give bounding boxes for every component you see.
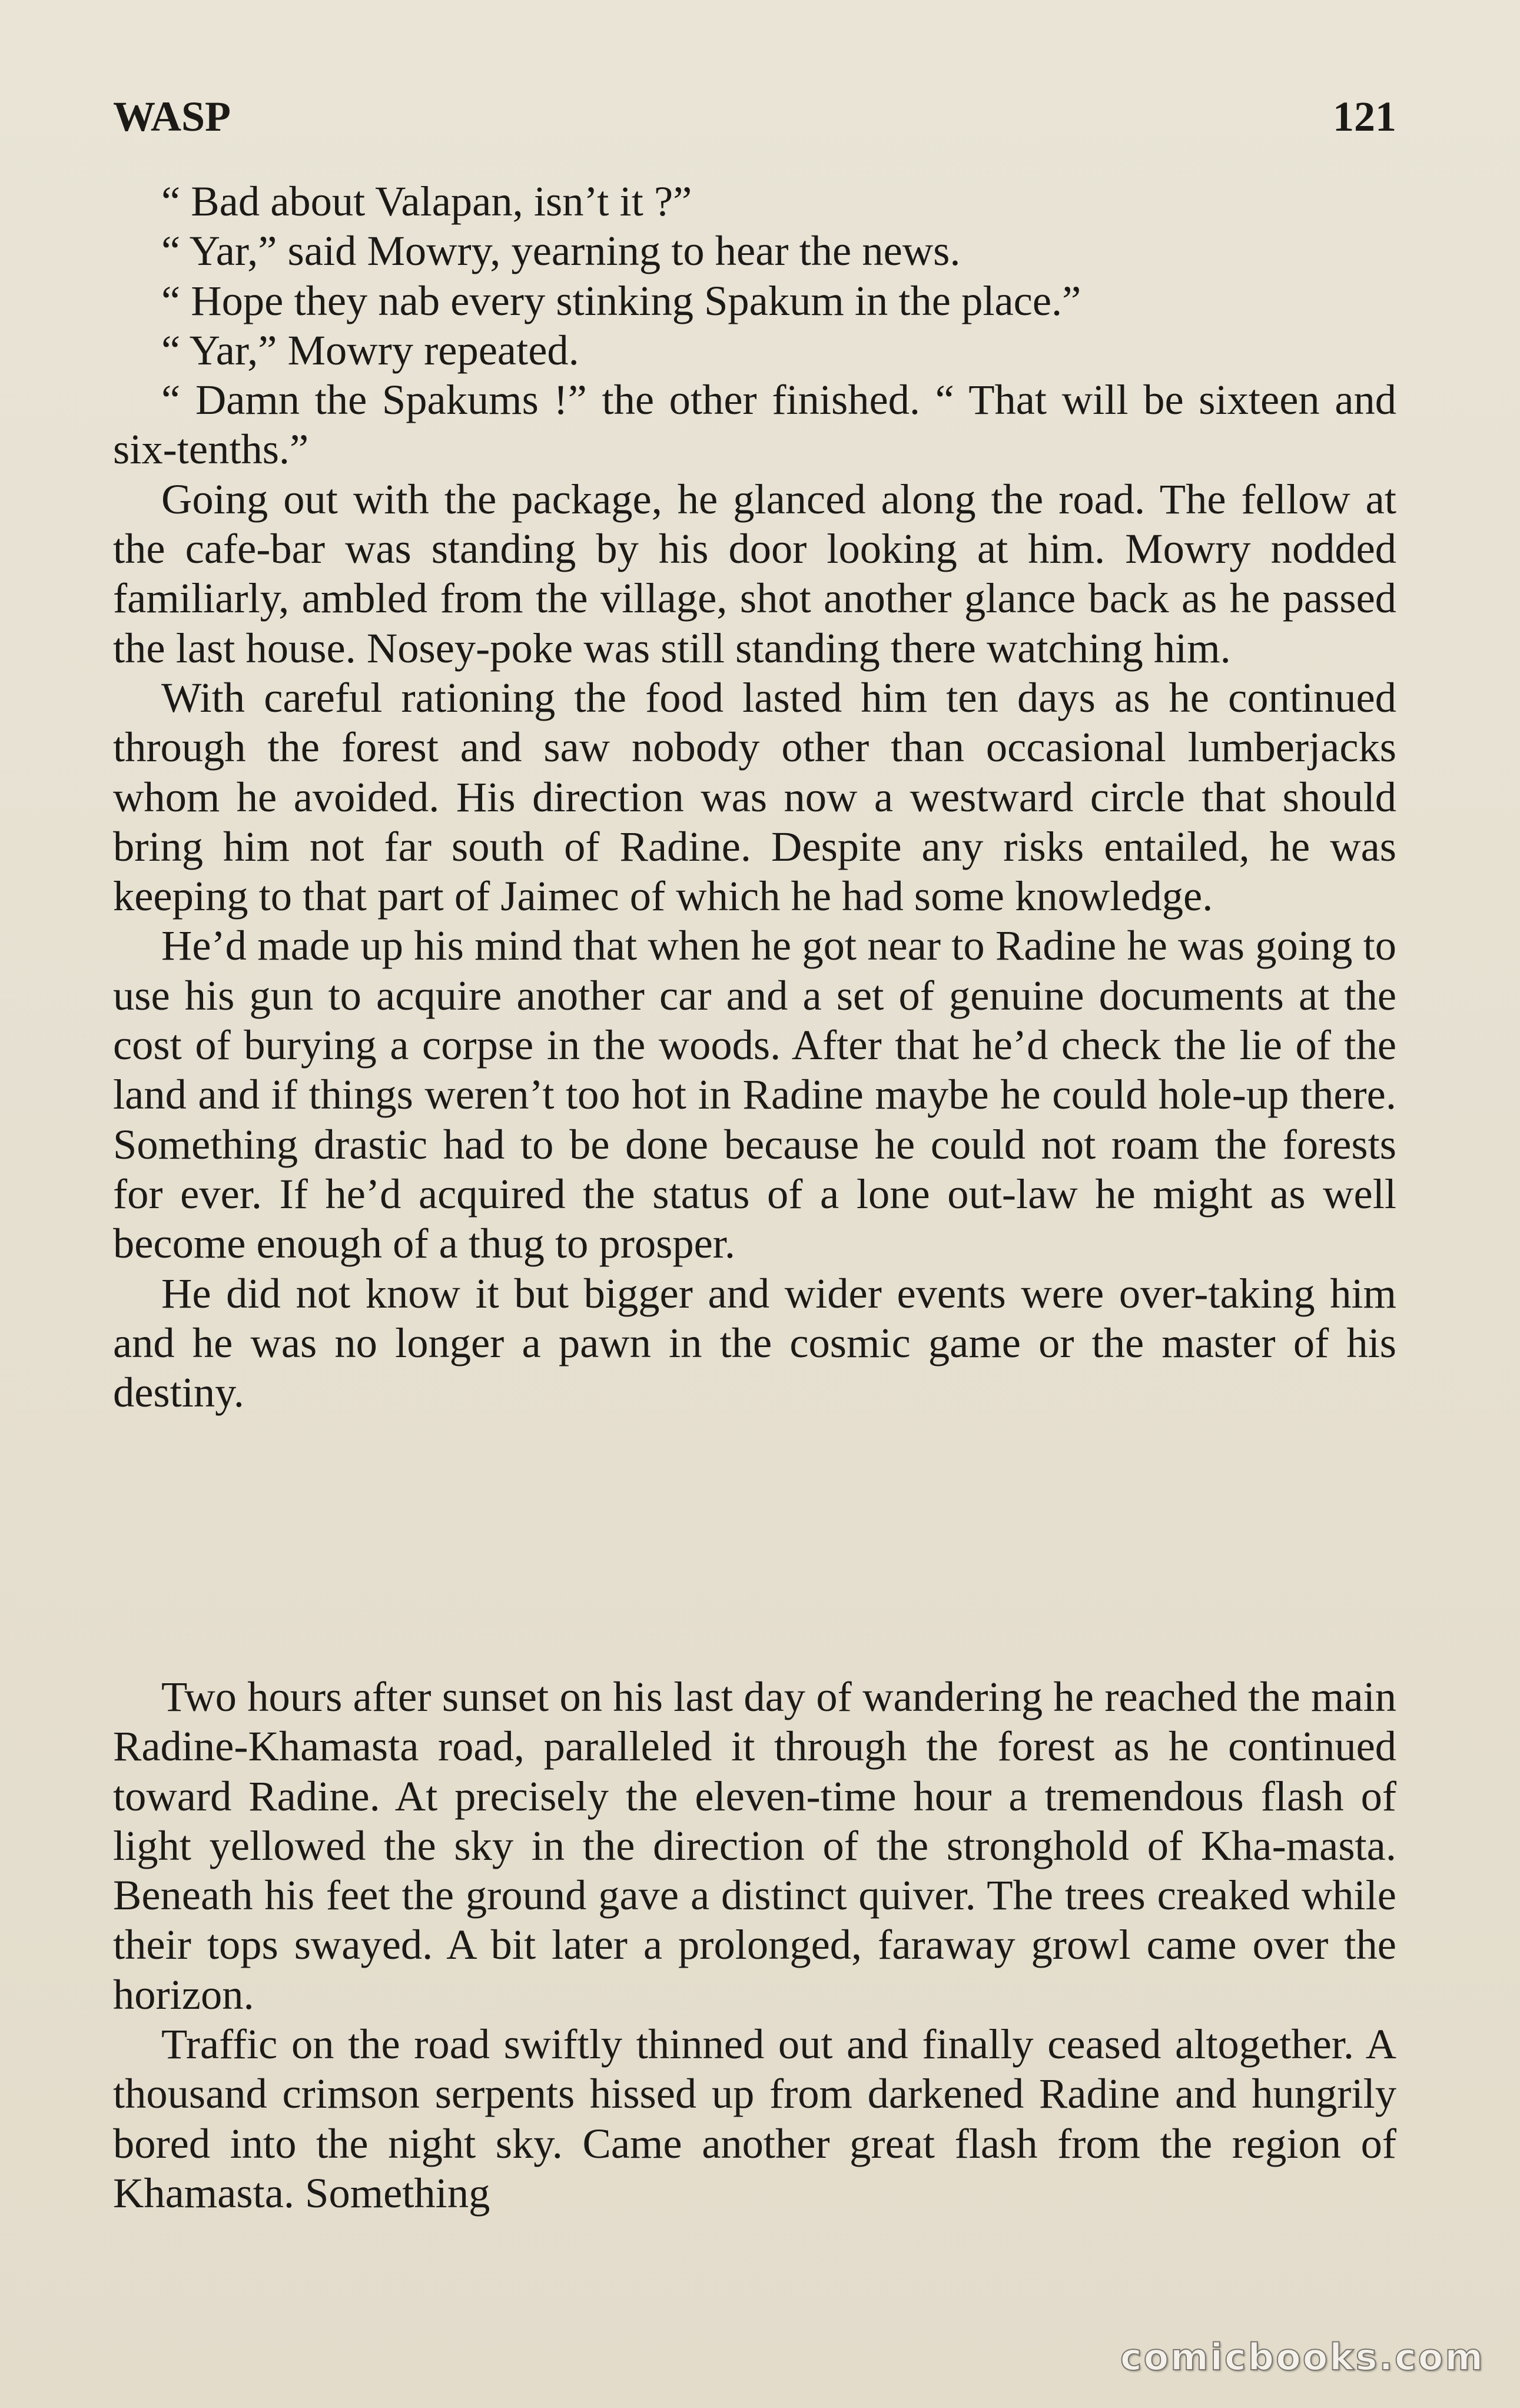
paragraph: “ Yar,” said Mowry, yearning to hear the news. [161,227,961,275]
paragraph: “ Damn the Spakums !” the other finished. “ That will be sixteen and six-tenths.” [113,376,1396,473]
body-text-section-2 [113,1672,1396,2218]
page-header [113,87,1396,146]
paragraph: Going out with the package, he glanced along the road. The fellow at the cafe-bar was standing by his door looking at him. Mowry nodded familiarly, ambled from the village, shot another glance back as he passed the last house. Nosey-poke was still standing there watching him. [113,475,1396,672]
paragraph: Traffic on the road swiftly thinned out and finally ceased altogether. A thousand crimson serpents hissed up from darkened Radine and hungrily bored into the night sky. Came another great flash from the region of Khamasta. Something [113,2020,1396,2217]
paragraph: “ Bad about Valapan, isn’t it ?” [161,177,692,225]
paragraph: Two hours after sunset on his last day of wandering he reached the main Radine-Khamasta road, paralleled it through the forest as he continued toward Radine. At precisely the eleven-time hour a tremendous flash of light yellowed the sky in the direction of the stronghold of Kha-masta. Beneath his feet the ground gave a distinct quiver. The trees creaked while their tops swayed. A bit later a prolonged, faraway growl came over the horizon. [113,1673,1396,2018]
page-number: 121 [1333,93,1396,140]
body-text-section-1 [113,177,1396,1417]
watermark-logo: comicbooks.com [1120,2336,1485,2379]
paragraph: “ Yar,” Mowry repeated. [161,326,579,374]
running-head: WASP [113,93,231,140]
paragraph: He’d made up his mind that when he got near to Radine he was going to use his gun to acquire another car and a set of genuine documents at the cost of burying a corpse in the woods. After that he’d check the lie of the land and if things weren’t too hot in Radine maybe he could hole-up there. Something drastic had to be done because he could not roam the forests for ever. If he’d acquired the status of a lone out-law he might as well become enough of a thug to prosper. [113,921,1396,1268]
paragraph: “ Hope they nab every stinking Spakum in the place.” [161,276,1081,324]
paragraph: With careful rationing the food lasted him ten days as he continued through the forest and saw nobody other than occasional lumberjacks whom he avoided. His direction was now a westward circle that should bring him not far south of Radine. Despite any risks entailed, he was keeping to that part of Jaimec of which he had some knowledge. [113,673,1396,920]
paragraph: He did not know it but bigger and wider events were over-taking him and he was no longer a pawn in the cosmic game or the master of his destiny. [113,1269,1396,1417]
